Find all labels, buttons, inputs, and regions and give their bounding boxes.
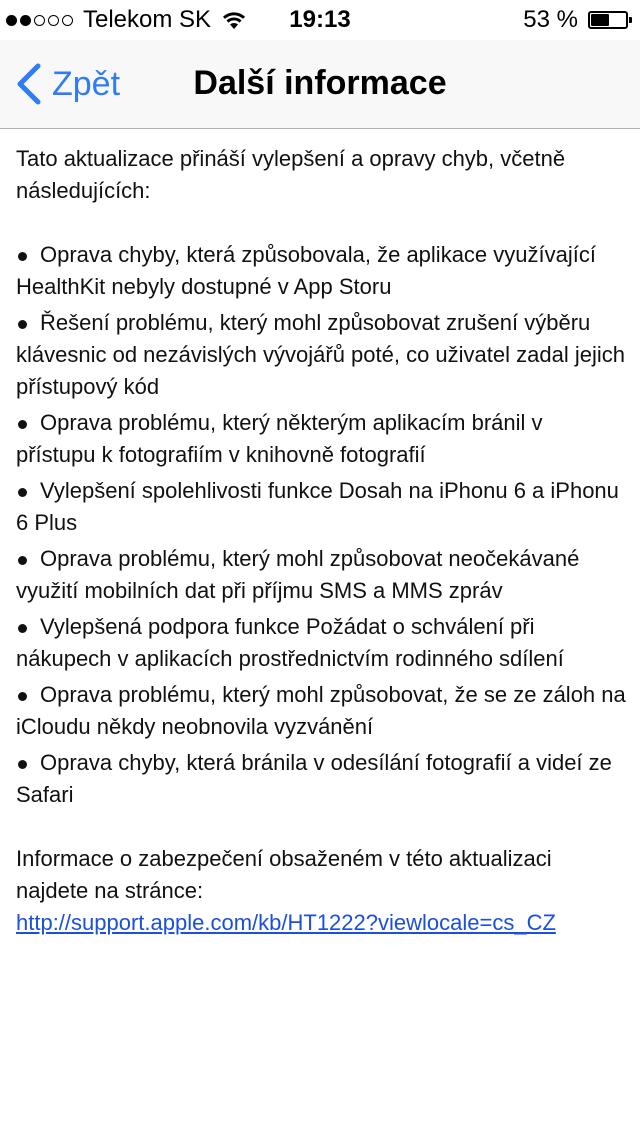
intro-text: Tato aktualizace přináší vylepšení a opravy chyb, včetně následujících: <box>16 146 566 203</box>
navigation-bar <box>0 40 640 129</box>
security-link[interactable]: http://support.apple.com/kb/HT1222?viewlocale=cs_CZ <box>16 910 556 935</box>
list-item: Vylepšení spolehlivosti funkce Dosah na iPhonu 6 a iPhonu 6 Plus <box>16 475 626 539</box>
list-item: Řešení problému, který mohl způsobovat zrušení výběru klávesnic od nezávislých vývojářů poté, co uživatel zadal jejich přístupový kód <box>16 307 626 403</box>
back-button-label: Zpět <box>52 64 121 103</box>
list-item: Oprava problému, který mohl způsobovat neočekávané využití mobilních dat při příjmu SMS a MMS zpráv <box>16 543 626 607</box>
security-info <box>16 843 626 939</box>
list-item: Oprava problému, který některým aplikacím bránil v přístupu k fotografiím v knihovně fotografií <box>16 407 626 471</box>
status-right <box>523 6 628 34</box>
battery-icon <box>588 11 628 29</box>
status-time: 19:13 <box>289 6 351 33</box>
list-item: Vylepšená podpora funkce Požádat o schválení při nákupech v aplikacích prostřednictvím rodinného sdílení <box>16 611 626 675</box>
carrier-name: Telekom SK <box>83 6 212 33</box>
battery-percent: 53 % <box>523 6 578 33</box>
list-item: Oprava problému, který mohl způsobovat, že se ze záloh na iCloudu někdy neobnovila vyzvánění <box>16 679 626 743</box>
list-item: Oprava chyby, která bránila v odesílání fotografií a videí ze Safari <box>16 747 626 811</box>
change-list <box>16 239 626 811</box>
page-title: Další informace <box>193 64 447 102</box>
security-text: Informace o zabezpečení obsaženém v této aktualizaci najdete na stránce: <box>16 846 552 903</box>
update-notes <box>16 143 626 939</box>
list-item: Oprava chyby, která způsobovala, že aplikace využívající HealthKit nebyly dostupné v App Storu <box>16 239 626 303</box>
status-bar <box>0 0 640 40</box>
